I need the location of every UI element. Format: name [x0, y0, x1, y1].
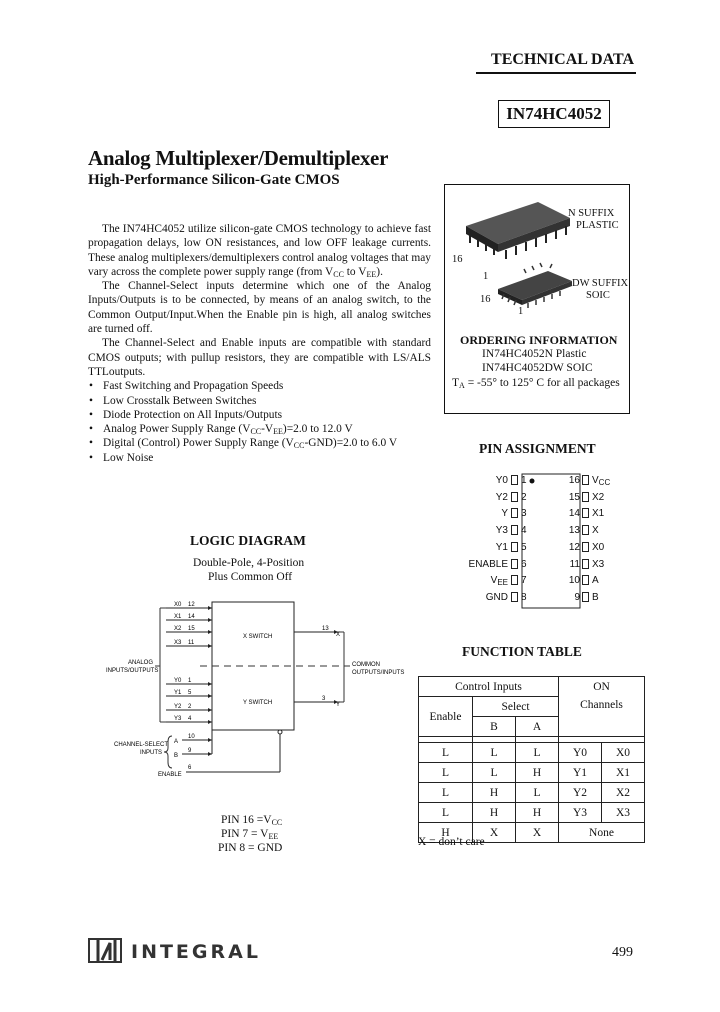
x-input-pin: 11	[188, 640, 195, 646]
x-output-label: X	[336, 632, 341, 638]
pin-right-number: 11	[569, 558, 580, 570]
x-input-pin: 12	[188, 602, 195, 608]
function-table-cell: X3	[602, 803, 645, 823]
y-input-pin: 1	[188, 678, 192, 684]
select-a-label: A	[174, 739, 179, 745]
function-table-cell: Y1	[559, 763, 602, 783]
function-table-cell: X	[473, 823, 516, 843]
page-number: 499	[612, 945, 633, 960]
pin-right-name: X	[592, 525, 599, 537]
description-p3: The Channel-Select and Enable inputs are compatible with standard CMOS outputs; with pullup resistors, they are compatible with LS/ALS TTLoutputs.	[88, 337, 431, 378]
feature-list	[88, 379, 431, 465]
function-table-cell: X	[516, 823, 559, 843]
th-select: Select	[473, 697, 559, 717]
pin-left-number: 8	[521, 591, 527, 603]
dont-care-note: X = don’t care	[418, 836, 485, 848]
pin-right-name: X2	[592, 491, 605, 503]
pin-right-number: 13	[568, 525, 580, 537]
pin-right-pad	[582, 575, 589, 587]
function-table-cell: H	[516, 763, 559, 783]
feature-item: • Diode Protection on All Inputs/Outputs	[88, 408, 431, 422]
pin-assignment-title: PIN ASSIGNMENT	[479, 441, 596, 456]
y-input-label: Y0	[174, 678, 182, 684]
function-table-cell: L	[516, 743, 559, 763]
pin-left-pad	[511, 559, 518, 571]
function-table-cell: None	[559, 823, 645, 843]
pin-right-pad	[582, 508, 589, 520]
y-input-label: Y2	[174, 704, 182, 710]
feature-item: • Fast Switching and Propagation Speeds	[88, 379, 431, 393]
th-b: B	[473, 717, 516, 737]
dw-suffix-label: DW SUFFIX	[572, 278, 629, 289]
function-table-cell: X2	[602, 783, 645, 803]
ordering-temp-range: $T_A = -55^\circ$ to 125° C for all packages	[452, 377, 620, 390]
select-b-label: B	[174, 753, 179, 759]
x-output-pin: 13	[322, 626, 329, 632]
description-p1: The IN74HC4052 utilize silicon-gate CMOS technology to achieve fast propagation delays, low ON resistances, and low OFF leakage currents. These analog multiplexers/demultiplexers control analog voltages that may vary across the complete power supply range (from $V_{CC}$ to $V_{EE}$).	[88, 223, 431, 279]
select-a-pin: 10	[188, 734, 195, 740]
function-table-row	[419, 763, 645, 783]
ordering-line-1: IN74HC4052N Plastic	[482, 348, 587, 360]
logic-subtitle-1: Double-Pole, 4-Position	[193, 557, 305, 569]
soic-package-icon	[498, 263, 572, 308]
pin-right-pad	[582, 559, 589, 571]
th-enable: Enable	[419, 697, 473, 737]
pin-right-name: $V_{CC}$	[592, 475, 611, 487]
feature-item: • Low Crosstalk Between Switches	[88, 394, 431, 408]
common-label-1: COMMON	[352, 662, 380, 668]
function-table-cell: H	[473, 803, 516, 823]
function-table-row	[419, 783, 645, 803]
pin-left-name: GND	[485, 591, 508, 603]
x-input-label: X0	[174, 602, 182, 608]
pin-left-name: Y3	[495, 525, 508, 537]
chsel-label-1: CHANNEL-SELECT	[114, 742, 169, 748]
function-table-cell: Y3	[559, 803, 602, 823]
common-label-2: OUTPUTS/INPUTS	[352, 670, 405, 676]
logic-diagram-title: LOGIC DIAGRAM	[190, 533, 306, 548]
x-input-label: X1	[174, 614, 182, 620]
th-control-inputs: Control Inputs	[419, 677, 559, 697]
pin-left-name: Y	[501, 508, 508, 520]
th-on: ON	[559, 677, 645, 697]
pin16-note: PIN $16 =V_{CC}$	[221, 814, 283, 827]
part-number-box: IN74HC4052	[498, 100, 610, 128]
pin-right-pad	[582, 525, 589, 537]
pin7-note: PIN $7 = V_{EE}$	[221, 828, 279, 841]
pin-right-number: 10	[568, 575, 580, 587]
function-table-cell: L	[419, 803, 473, 823]
logic-subtitle-2: Plus Common Off	[208, 571, 293, 583]
y-input-label: Y1	[174, 690, 182, 696]
x-input-label: X2	[174, 626, 182, 632]
pin-right-number: 16	[568, 475, 580, 486]
pin-left-name: Y2	[495, 491, 508, 503]
pin-left-number: 6	[521, 558, 527, 570]
n-suffix-label: N SUFFIX	[568, 208, 615, 219]
analog-io-label-1: ANALOG	[128, 660, 154, 666]
dip-pin16-label: 16	[452, 254, 463, 265]
io-brace	[155, 608, 166, 722]
function-table-cell: L	[419, 783, 473, 803]
pin-left-number: 4	[521, 525, 527, 537]
function-table-title: FUNCTION TABLE	[462, 644, 582, 659]
y-input-pin: 4	[188, 716, 192, 722]
function-table	[418, 676, 645, 843]
function-table-cell: L	[516, 783, 559, 803]
pin-right-number: 9	[574, 591, 580, 603]
enable-pin: 6	[188, 765, 192, 771]
ordering-title: ORDERING INFORMATION	[460, 333, 618, 347]
feature-item: • Low Noise	[88, 451, 431, 465]
pin1-marker-icon	[530, 479, 535, 484]
pin-left-number: 1	[521, 475, 527, 486]
function-table-cell: L	[419, 743, 473, 763]
footer-brand: INTEGRAL	[131, 941, 261, 963]
pin-left-pad	[511, 492, 518, 504]
select-b-pin: 9	[188, 748, 192, 754]
pin-right-pad	[582, 542, 589, 554]
y-input-pin: 5	[188, 690, 192, 696]
pin-left-pad	[511, 542, 518, 554]
function-table-cell: L	[473, 743, 516, 763]
function-table-cell: H	[419, 823, 473, 843]
enable-bubble	[278, 730, 282, 734]
pin-left-name: ENABLE	[468, 558, 508, 570]
x-input-pin: 14	[188, 614, 195, 620]
pin-right-number: 12	[568, 541, 580, 553]
pin-left-number: 5	[521, 541, 527, 553]
pin-left-pad	[511, 592, 518, 604]
ordering-line-2: IN74HC4052DW SOIC	[482, 362, 593, 374]
x-switch-label: X SWITCH	[243, 634, 273, 640]
pin8-note: PIN 8 = GND	[218, 842, 283, 854]
enable-label: ENABLE	[158, 772, 182, 778]
logic-diagram	[100, 596, 420, 792]
common-brace	[338, 632, 344, 702]
analog-io-label-2: INPUTS/OUTPUTS	[106, 668, 159, 674]
pin-right-name: X3	[592, 558, 605, 570]
function-table-row	[419, 803, 645, 823]
pin-left-name: Y1	[495, 541, 508, 553]
pin-left-pad	[511, 575, 518, 587]
integral-logo-icon	[88, 938, 124, 964]
description	[88, 222, 431, 465]
function-table-cell: Y0	[559, 743, 602, 763]
function-table-cell: X0	[602, 743, 645, 763]
document-title: Analog Multiplexer/Demultiplexer	[88, 146, 389, 170]
pin-left-pad	[511, 525, 518, 537]
pin-right-name: B	[592, 591, 599, 603]
pin-left-name: Y0	[495, 475, 508, 486]
dip-package-icon	[466, 202, 570, 259]
pin-right-pad	[582, 592, 589, 604]
function-table-cell: L	[473, 763, 516, 783]
y-input-label: Y3	[174, 716, 182, 722]
pin-right-name: X1	[592, 508, 605, 520]
function-table-row	[419, 743, 645, 763]
function-table-cell: L	[419, 763, 473, 783]
pin-left-pad	[511, 508, 518, 520]
pin-right-name: X0	[592, 541, 605, 553]
y-switch-label: Y SWITCH	[243, 700, 273, 706]
pin-left-name: $V_{EE}$	[490, 575, 508, 588]
description-p2: The Channel-Select inputs determine which one of the Analog Inputs/Outputs is to be connected, by means of an analog switch, to the Common Output/Input.When the Enable pin is high, all analog switches are turned off.	[88, 280, 431, 336]
function-table-cell: H	[516, 803, 559, 823]
dw-suffix-type: SOIC	[586, 290, 610, 301]
pin-right-pad	[582, 492, 589, 504]
pin-right-name: A	[592, 575, 599, 587]
soic-pin1-label: 1	[518, 306, 524, 317]
y-output-label: Y	[336, 702, 341, 708]
pin-right-number: 15	[568, 491, 580, 503]
select-brace	[164, 736, 172, 768]
y-output-pin: 3	[322, 696, 326, 702]
feature-item: • Digital (Control) Power Supply Range $(V_{CC}-GND)=2.0$ to 6.0 V	[88, 436, 431, 450]
header-rule	[476, 72, 636, 74]
pin-left-number: 2	[521, 491, 527, 503]
x-input-pin: 15	[188, 626, 195, 632]
function-table-cell: X1	[602, 763, 645, 783]
th-a: A	[516, 717, 559, 737]
pin-right-pad	[582, 475, 589, 487]
dip-pin1-label: 1	[483, 271, 489, 282]
document-subtitle: High-Performance Silicon-Gate CMOS	[88, 172, 340, 188]
header-title: TECHNICAL DATA	[491, 51, 634, 68]
y-input-pin: 2	[188, 704, 192, 710]
n-suffix-type: PLASTIC	[576, 220, 619, 231]
function-table-cell: H	[473, 783, 516, 803]
x-input-label: X3	[174, 640, 182, 646]
soic-pin16-label: 16	[480, 294, 491, 305]
pin-right-number: 14	[568, 508, 580, 520]
function-table-cell: Y2	[559, 783, 602, 803]
pin-left-pad	[511, 475, 518, 487]
pin-left-number: 3	[521, 508, 527, 520]
th-channels: Channels	[559, 697, 645, 737]
feature-item: • Analog Power Supply Range $(V_{CC}-V_{EE})=2.0$ to 12.0 V	[88, 422, 431, 436]
chsel-label-2: INPUTS	[140, 750, 163, 756]
pin-left-number: 7	[521, 575, 527, 587]
